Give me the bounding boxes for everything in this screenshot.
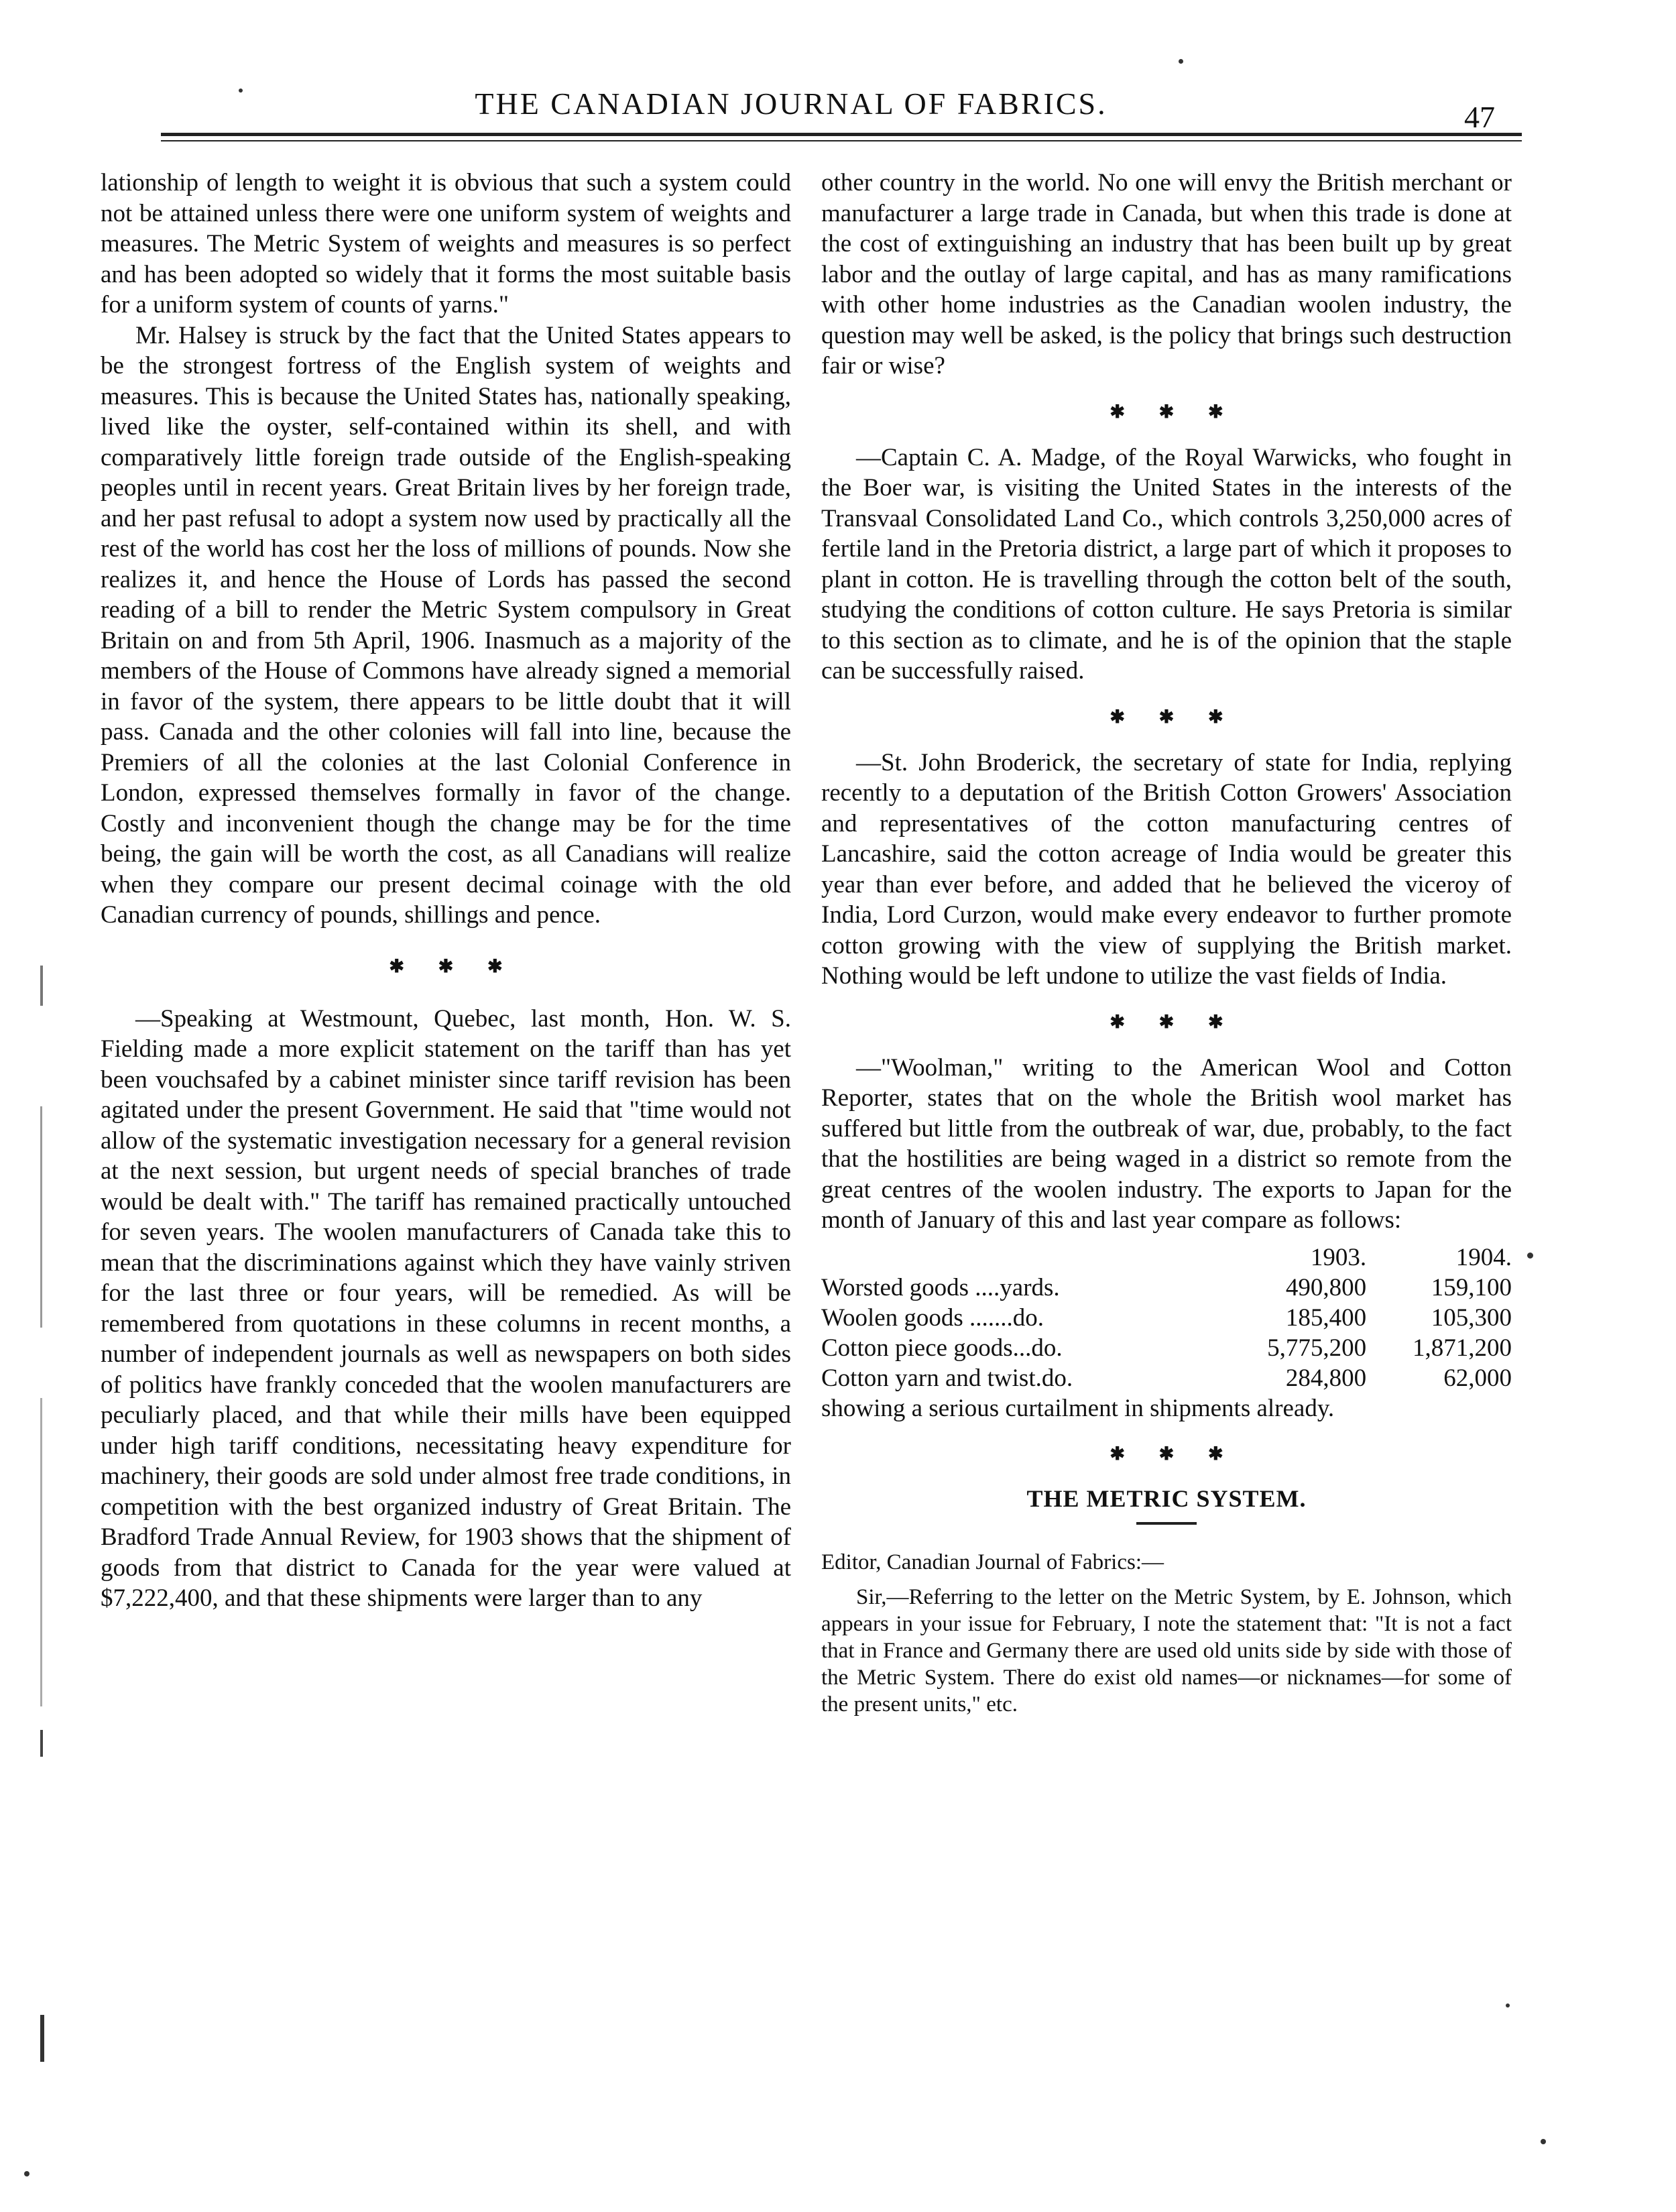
letter-salutation: Editor, Canadian Journal of Fabrics:—: [821, 1550, 1164, 1574]
scan-speck: [24, 2171, 29, 2176]
page-number: 47: [1464, 100, 1495, 134]
table-cell-1903: 490,800: [1285, 1273, 1367, 1301]
scan-speck: [239, 89, 243, 93]
table-cell-item: Cotton yarn and twist.do.: [821, 1364, 1073, 1392]
scan-speck: [1179, 59, 1183, 64]
scan-mark: [40, 1730, 43, 1757]
table-cell-1904: 62,000: [1443, 1364, 1512, 1392]
section-title: THE METRIC SYSTEM.: [1026, 1485, 1307, 1512]
scan-mark: [40, 2015, 44, 2062]
exports-table: [821, 1242, 1512, 1393]
scan-mark: [40, 1398, 42, 1706]
letter-to-editor: [821, 1549, 1512, 1718]
running-title: THE CANADIAN JOURNAL OF FABRICS.: [475, 86, 1108, 121]
scan-speck: [1506, 2003, 1510, 2007]
title-rule: [1136, 1522, 1197, 1525]
table-cell-item: Worsted goods ....yards.: [821, 1273, 1060, 1301]
right-column: [821, 168, 1512, 1718]
page-header: [121, 86, 1522, 150]
header-rule-thin: [161, 140, 1522, 141]
tariff-paragraph-continued: other country in the world. No one will envy the British merchant or manufacturer a large trade in Canada, but when this trade is done at the cost of extinguishing an industry that has been built up by great labor and the outlay of large capital, and has as many ramifications with other home industries as the Canadian woolen industry, the question may well be asked, is the policy that brings such destruction fair or wise?: [821, 169, 1512, 380]
table-cell-1903: 5,775,200: [1267, 1334, 1367, 1362]
table-row: [821, 1303, 1512, 1333]
section-separator: ✱ ✱ ✱: [1110, 1444, 1238, 1464]
scan-mark: [40, 966, 43, 1006]
table-row: [821, 1333, 1512, 1363]
scan-speck: [1527, 1253, 1533, 1259]
table-header-row: [821, 1242, 1512, 1273]
table-cell-1904: 159,100: [1431, 1273, 1512, 1301]
fielding-tariff-paragraph: —Speaking at Westmount, Quebec, last month, Hon. W. S. Fielding made a more explicit statement on the tariff than has yet been vouchsafed by a cabinet minister since tariff revision has been agitated under the present Government. He said that "time would not allow of the systematic investigation necessary for a general revision at the next session, but urgent needs of special branches of trade would be dealt with." The tariff has remained practically untouched for seven years. The woolen manufacturers of Canada take this to mean that the discriminations against which they have vainly striven for the last three or four years, will be remedied. As will be remembered from quotations in these columns in recent months, a number of independent journals as well as newspapers on both sides of politics have frankly conceded that the woolen manufacturers are peculiarly placed, and that while their mills have been equipped under high tariff conditions, necessitating heavy expenditure for machinery, their goods are sold under almost free trade conditions, in competition with the best organized industry of Great Britain. The Bradford Trade Annual Review, for 1903 shows that the shipment of goods from that district to Canada for the year were valued at $7,222,400, and that these shipments were larger than to any: [101, 1004, 791, 1612]
letter-body: Sir,—Referring to the letter on the Metric System, by E. Johnson, which appears in your issue for February, I note the statement that: "It is not a fact that in France and Germany there are used old units side by side with those of the Metric System. There do exist old names—or nicknames—for some of the present units," etc.: [821, 1585, 1512, 1716]
curtailment-line: showing a serious curtailment in shipments already.: [821, 1394, 1335, 1422]
table-cell-1903: 284,800: [1285, 1364, 1367, 1392]
table-cell-1904: 1,871,200: [1413, 1334, 1512, 1362]
table-cell-item: Cotton piece goods...do.: [821, 1334, 1063, 1362]
madge-paragraph: —Captain C. A. Madge, of the Royal Warwicks, who fought in the Boer war, is visiting the United States in the interests of the Transvaal Consolidated Land Co., which controls 3,250,000 acres of fertile land in the Pretoria district, a large part of which it proposes to plant in cotton. He is travelling through the cotton belt of the south, studying the conditions of cotton culture. He says Pretoria is similar to this section as to climate, and he is of the opinion that the staple can be successfully raised.: [821, 443, 1512, 685]
table-cell-item: Woolen goods .......do.: [821, 1303, 1044, 1332]
metric-system-quote-end: lationship of length to weight it is obvious that such a system could not be attained unless there were one uniform system of weights and measures. The Metric System of weights and measures is so perfect and has been adopted so widely that it forms the most suitable basis for a uniform system of counts of yarns.": [101, 169, 791, 318]
halsey-paragraph: Mr. Halsey is struck by the fact that the United States appears to be the strongest fortress of the English system of weights and measures. This is because the United States has, nationally speaking, lived like the oyster, self-contained within its shell, and with comparatively little foreign trade outside of the English-speaking peoples until in recent years. Great Britain lives by her foreign trade, and her past refusal to adopt a system now used by practically all the rest of the world has cost her the loss of millions of pounds. Now she realizes it, and hence the House of Lords has passed the second reading of a bill to render the Metric System compulsory in Great Britain on and from 5th April, 1906. Inasmuch as a majority of the members of the House of Commons have already signed a memorial in favor of the system, there appears to be little doubt that it will pass. Canada and the other colonies will fall into line, because the Premiers of all the colonies at the last Colonial Conference in London, expressed themselves formally in favor of the change. Costly and inconvenient though the change may be for the time being, the gain will be worth the cost, as all Canadians will realize when they compare our present decimal coinage with the old Canadian currency of pounds, shillings and pence.: [101, 321, 791, 929]
section-separator: ✱ ✱ ✱: [1110, 1011, 1238, 1032]
section-separator: ✱ ✱ ✱: [1110, 401, 1238, 422]
woolman-paragraph: —"Woolman," writing to the American Wool and Cotton Reporter, states that on the whole the British wool market has suffered but little from the outbreak of war, due, probably, to the fact that the hostilities are being waged in a district so remote from the great centres of the woolen industry. The exports to Japan for the month of January of this and last year compare as follows:: [821, 1053, 1512, 1234]
section-separator: ✱ ✱ ✱: [1110, 706, 1238, 727]
table-cell-1903: 185,400: [1285, 1303, 1367, 1332]
table-row: [821, 1363, 1512, 1393]
column-header: 1904.: [1455, 1243, 1512, 1271]
scan-mark: [40, 1106, 42, 1328]
table-cell-1904: 105,300: [1431, 1303, 1512, 1332]
table-row: [821, 1273, 1512, 1303]
left-column: [101, 168, 791, 1614]
broderick-paragraph: —St. John Broderick, the secretary of state for India, replying recently to a deputation of the British Cotton Growers' Association and representatives of the cotton manufacturing centres of Lancashire, said the cotton acreage of India would be greater this year than ever before, and added that he believed the viceroy of India, Lord Curzon, would make every endeavor to further promote cotton growing with the view of supplying the British market. Nothing would be left undone to utilize the vast fields of India.: [821, 748, 1512, 990]
column-header: 1903.: [1310, 1243, 1367, 1271]
header-rule: [161, 133, 1522, 136]
section-separator: ✱ ✱ ✱: [389, 955, 518, 976]
scan-speck: [1541, 2139, 1546, 2144]
